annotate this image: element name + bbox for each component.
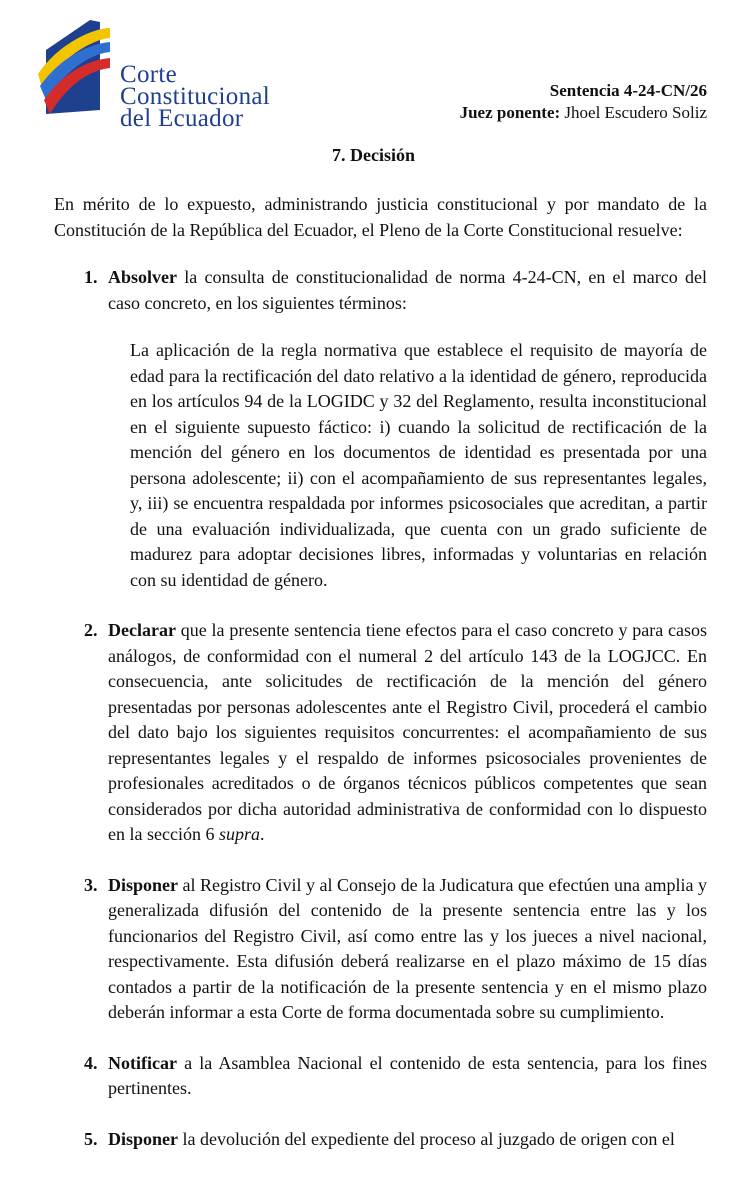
item-text: a la Asamblea Nacional el contenido de esta sentencia, para los fines pertinentes. [108,1052,707,1098]
item-verb: Notificar [108,1052,177,1073]
item-text: la devolución del expediente del proceso al juzgado de origen con el [178,1128,675,1149]
decision-item-3 [54,873,707,1026]
decision-list [54,265,707,1152]
item-number: 5. [84,1128,98,1149]
section-title: 7. Decisión [332,145,415,165]
item-text: la consulta de constitucionalidad de norma 4-24-CN, en el marco del caso concreto, en los siguientes términos: [108,267,707,313]
court-name-line3: del Ecuador [120,105,244,132]
item-verb: Disponer [108,1128,179,1149]
court-name [120,61,271,132]
item-verb: Absolver [108,267,177,287]
item-number: 4. [84,1052,98,1073]
sentence-meta [460,80,707,124]
item-italic: supra [218,824,260,844]
item-text: al Registro Civil y al Consejo de la Judicatura que efectúen una amplia y generalizada difusión del contenido de la presente sentencia entre las y los funcionarios del Registro Civil, así como entre las y los jueces a nivel nacional, respectivamente. Esta difusión deberá realizarse en el plazo máximo de 15 días contados a partir de la notificación de la presente sentencia y en el mismo plazo deberán informar a esta Corte de forma documentada sobre su cumplimiento. [108,874,707,1022]
court-name-line2: Constitucional [120,83,271,110]
decision-item-1 [54,265,707,593]
item-quote: La aplicación de la regla normativa que establece el requisito de mayoría de edad para la rectificación del dato relativo a la identidad de género, reproducida en los artículos 94 de la LOGIDC y 32 del Reglamento, resulta inconstitucional en el siguiente supuesto fáctico: i) cuando la solicitud de rectificación de la mención del género en los documentos de identidad es presentada por una persona adolescente; ii) con el acompañamiento de sus representantes legales, y, iii) se encuentra respaldada por informes psicosociales que acreditan, a partir de una evaluación individualizada, que cuenta con un grado suficiente de madurez para adoptar decisiones libres, informadas y voluntarias en relación con su identidad de género. [130,340,707,590]
court-emblem-icon [38,14,118,126]
item-verb: Disponer [108,874,179,895]
court-name-line1: Corte [120,61,178,88]
item-number: 3. [84,874,98,895]
decision-item-5 [54,1127,707,1153]
item-text: que la presente sentencia tiene efectos para el caso concreto y para casos análogos, de conformidad con el numeral 2 del artículo 143 de la LOGJCC. En consecuencia, ante solicitudes de rectificación de la mención del género presentadas por personas adolescentes ante el Registro Civil, procederá el cambio del dato bajo los siguientes requisitos concurrentes: el acompañamiento de sus representantes legales y el respaldo de informes psicosociales provenientes de profesionales acreditados o de órganos técnicos públicos competentes que sean considerados por dicha autoridad administrativa de conformidad con lo dispuesto en la sección 6 [108,620,707,844]
item-tail: . [259,824,265,844]
intro-paragraph: En mérito de lo expuesto, administrando justicia constitucional y por mandato de la Constitución de la República del Ecuador, el Pleno de la Corte Constitucional resuelve: [54,194,707,240]
item-number: 1. [84,267,98,287]
court-logo [38,14,318,132]
sentence-number: Sentencia 4-24-CN/26 [549,81,707,100]
decision-item-4 [54,1051,707,1102]
item-verb: Declarar [108,620,176,640]
decision-item-2 [54,618,707,848]
judge-label: Juez ponente: [459,103,561,122]
judge-name: Jhoel Escudero Soliz [564,103,707,122]
item-number: 2. [84,620,98,640]
decision-body [54,192,707,1177]
